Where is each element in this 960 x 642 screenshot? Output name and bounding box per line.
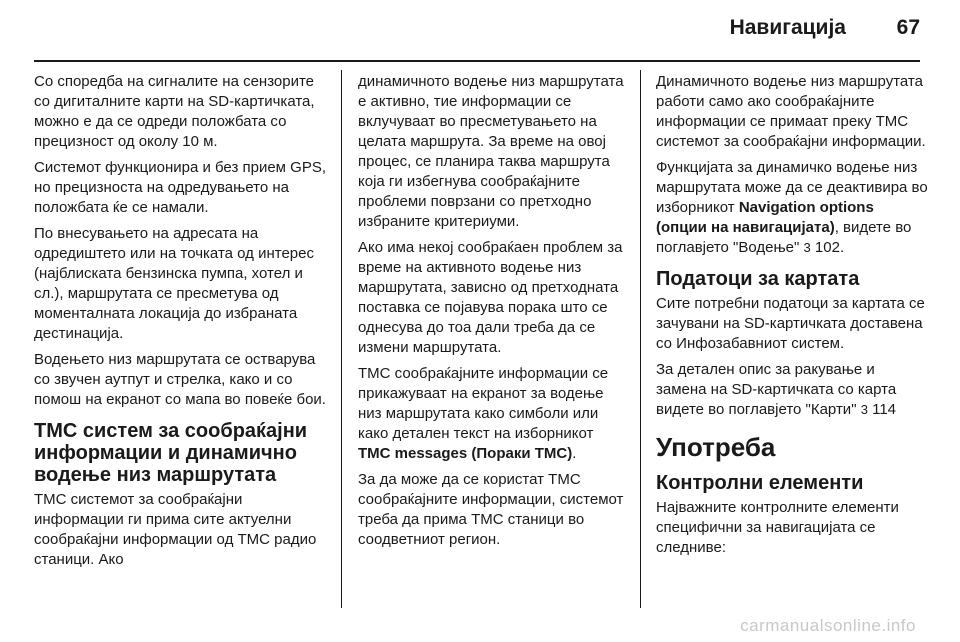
section-heading-map-data: Податоци за картата xyxy=(656,268,860,290)
paragraph: Системот функционира и без прием GPS, но прецизноста на одредувањето на положбата ќе се намали. xyxy=(34,159,327,216)
paragraph: Водењето низ маршрутата се остварува со звучен аутпут и стрелка, како и со помош на екранот со мапа во повеќе бои. xyxy=(34,351,326,408)
watermark: carmanualsonline.info xyxy=(740,616,916,635)
paragraph xyxy=(358,364,630,464)
column-2 xyxy=(358,72,630,556)
header-divider xyxy=(34,60,920,62)
page-reference-icon: 3 xyxy=(860,402,868,417)
page-reference-icon: 3 xyxy=(803,240,811,255)
paragraph: Најважните контролните елементи специфични за навигацијата се следниве: xyxy=(656,499,899,556)
column-3 xyxy=(656,72,928,564)
page-reference: 114 xyxy=(867,401,897,418)
column-1 xyxy=(34,72,326,576)
page-reference: 102. xyxy=(810,239,845,256)
paragraph: TMC системот за сообраќајни информации ги прима сите актуелни сообраќајни информации од TMC радио станици. Ако xyxy=(34,491,317,568)
paragraph: Со споредба на сигналите на сензорите со дигиталните карти на SD-картичката, можно е да се одреди положбата со прецизност од околу 10 м. xyxy=(34,73,315,150)
paragraph-text: , видете во поглавјето "Водење" xyxy=(656,219,912,256)
paragraph-text: За детален опис за ракување и замена на SD-картичката со карта видете во поглавјето "Карти" xyxy=(656,361,897,418)
section-heading-tmc: ТМС систем за сообраќајни информации и динамично водење низ маршрутата xyxy=(34,420,308,486)
paragraph: Ако има некој сообраќаен проблем за време на активното водење низ маршрутата, зависно од претходната поставка се појавува порака што се однесува до тоа дали треба да се измени маршрутата. xyxy=(358,239,623,356)
paragraph xyxy=(656,158,928,258)
page-header xyxy=(0,0,960,60)
column-divider-1 xyxy=(341,70,342,608)
paragraph-text: TMC сообраќајните информации се прикажуваат на екранот за водење низ маршрутата како симболи или како детален текст на изборникот xyxy=(358,365,609,442)
paragraph: За да може да се користат TMC сообраќајните информации, системот треба да прима TMC станици во соодветниот регион. xyxy=(358,471,624,548)
page-number: 67 xyxy=(896,16,920,39)
menu-name-navigation-options: Navigation options (опции на навигацијата) xyxy=(656,199,874,236)
chapter-heading-usage: Употреба xyxy=(656,432,776,462)
page-title: Навигација xyxy=(729,16,846,39)
paragraph-text: Функцијата за динамичко водење низ маршрутата може да се деактивира во изборникот xyxy=(656,159,928,216)
paragraph: Динамичното водење низ маршрутата работи само ако сообраќајните информации се примаат преку TMC системот за сообраќајни информации. xyxy=(656,73,926,150)
paragraph: Сите потребни податоци за картата се зачувани на SD-картичката доставена со Инфозабавниот систем. xyxy=(656,295,925,352)
section-heading-controls: Контролни елементи xyxy=(656,472,864,494)
paragraph xyxy=(656,360,928,420)
column-divider-2 xyxy=(640,70,641,608)
paragraph: динамичното водење низ маршрутата е активно, тие информации се вклучуваат во пресметувањето на целата маршрута. За време на овој процес, се планира таква маршрута која ги избегнува сообраќајните проблеми поврзани со претходно избраните критериуми. xyxy=(358,73,624,230)
menu-name-tmc-messages: TMC messages (Пораки TMC) xyxy=(358,445,573,462)
paragraph: По внесувањето на адресата на одредиштето или на точката од интерес (најблиската бензинска пумпа, хотел и сл.), маршрутата се пресметува од моменталната локација до избраната дестинација. xyxy=(34,225,314,342)
paragraph-text: . xyxy=(572,445,577,462)
